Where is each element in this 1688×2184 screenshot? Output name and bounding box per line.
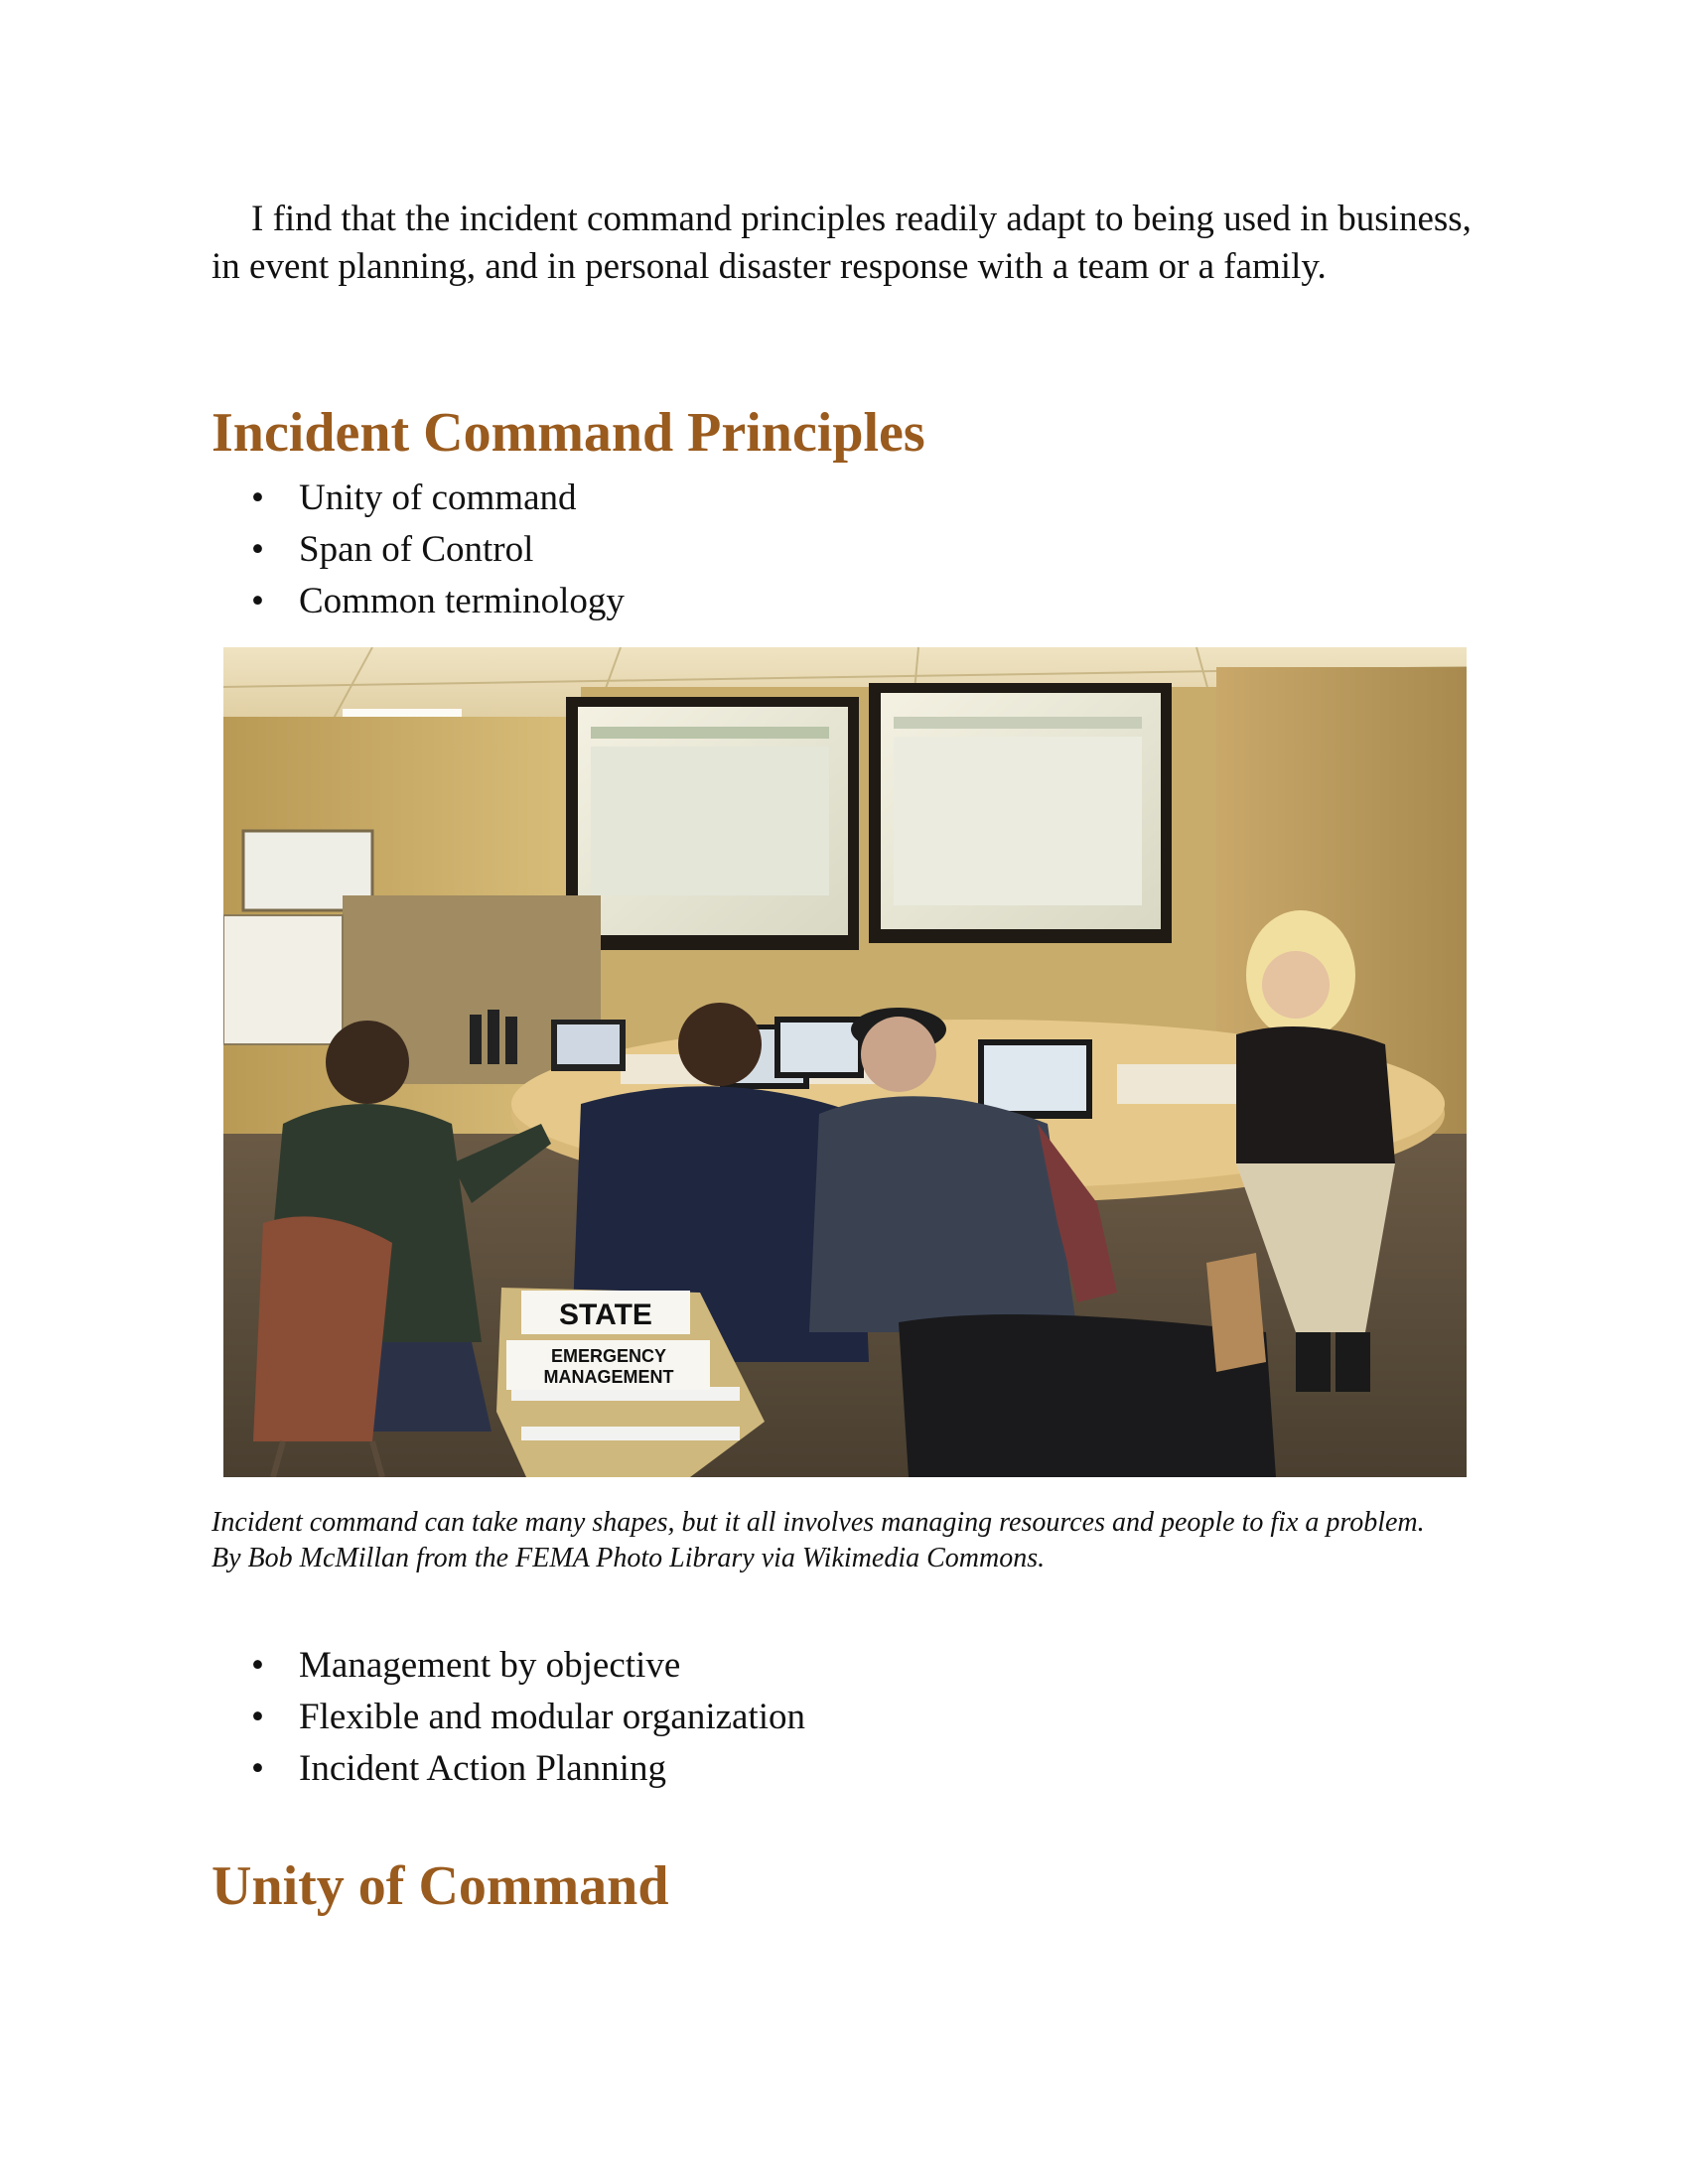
heading-unity-of-command: Unity of Command (211, 1855, 669, 1917)
principles-list-1 (211, 473, 625, 627)
list-item: • Unity of command (211, 473, 625, 524)
bullet-icon: • (251, 529, 264, 570)
bullet-icon: • (251, 1748, 264, 1789)
bullet-icon: • (251, 478, 264, 518)
intro-paragraph: I find that the incident command principles readily adapt to being used in business, in event planning, and in personal disaster response with a team or a family. (211, 199, 1472, 287)
vest-text-management: MANAGEMENT (543, 1367, 674, 1387)
list-item: • Incident Action Planning (211, 1743, 805, 1795)
bullet-icon: • (251, 1645, 264, 1686)
vest-text-emergency: EMERGENCY (550, 1346, 667, 1366)
list-item: • Flexible and modular organization (211, 1692, 805, 1743)
bullet-icon: • (251, 1697, 264, 1737)
list-item: • Common terminology (211, 576, 625, 627)
vest-text-state: STATE (559, 1298, 652, 1331)
photo-caption (211, 1505, 1492, 1576)
heading-incident-command-principles: Incident Command Principles (211, 402, 925, 464)
caption-text: Incident command can take many shapes, but it all involves managing resources and people to fix a problem. (211, 1507, 1425, 1538)
caption-credit: By Bob McMillan from the FEMA Photo Library via Wikimedia Commons. (211, 1543, 1046, 1573)
principles-list-2 (211, 1640, 805, 1795)
list-item: • Management by objective (211, 1640, 805, 1692)
list-item: • Span of Control (211, 524, 625, 576)
incident-command-photo (223, 647, 1467, 1477)
bullet-icon: • (251, 581, 264, 621)
